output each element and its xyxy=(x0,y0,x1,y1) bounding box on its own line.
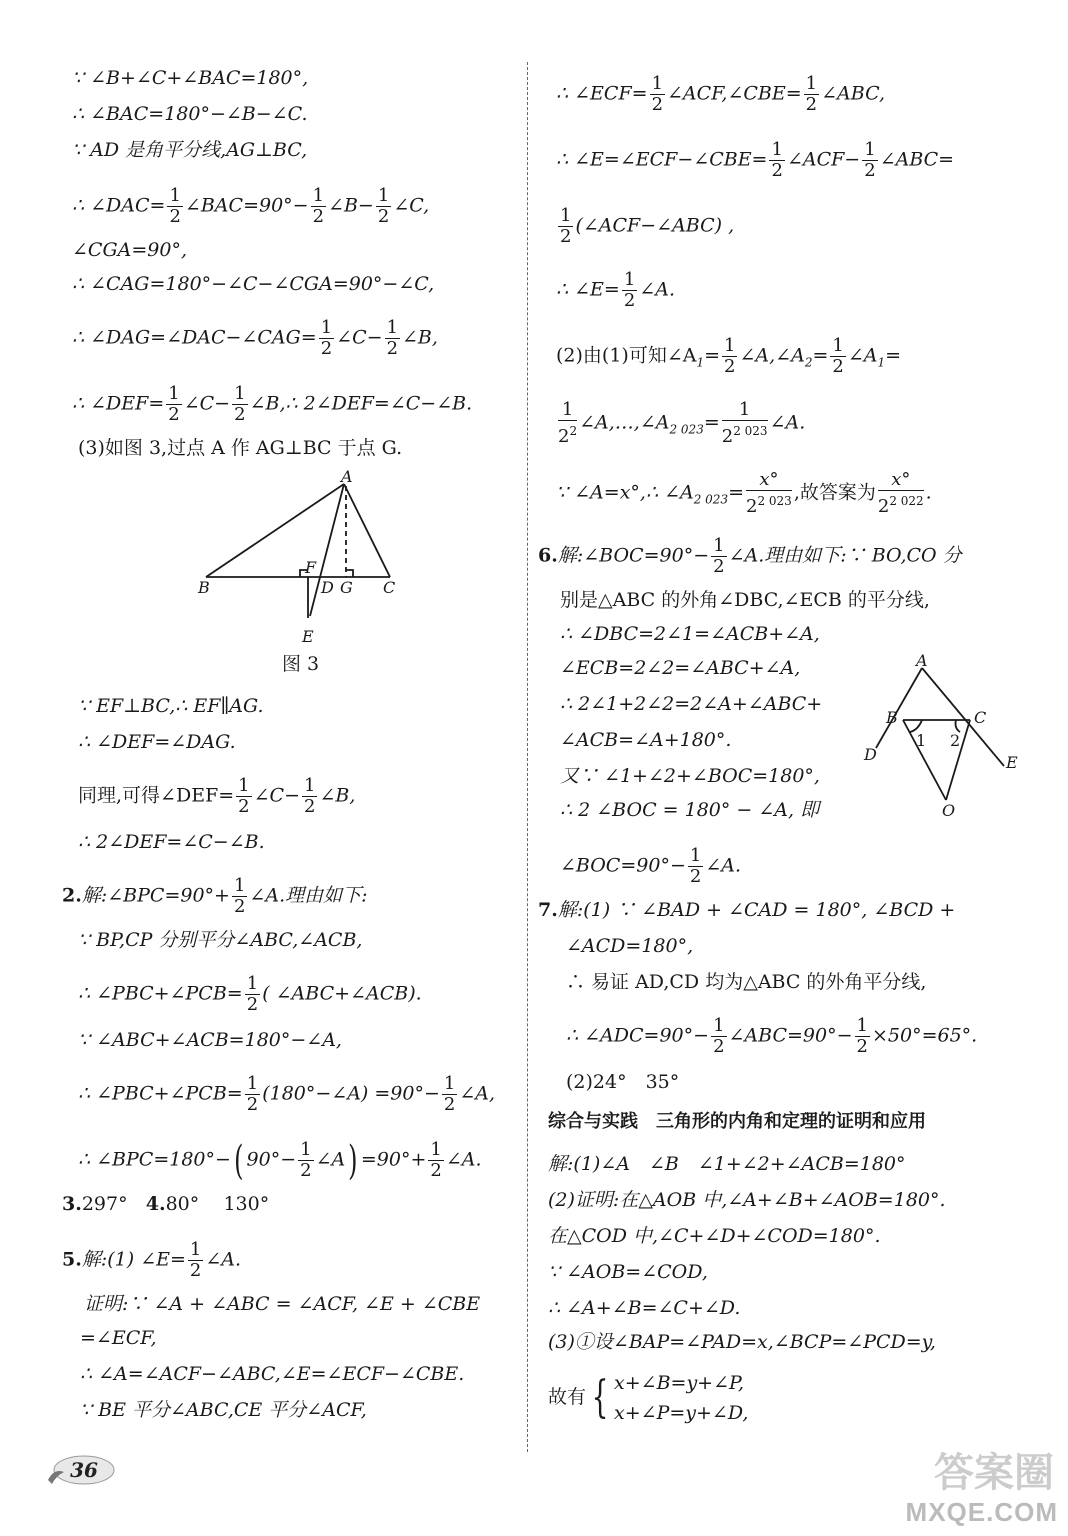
text-line: ∵ ∠B+∠C+∠BAC=180°, xyxy=(72,67,309,89)
text-line: 6.解:∠BOC=90°− $\frac{1}{2}$ ∠A.理由如下:∵ BO,CO 分 xyxy=(538,535,962,577)
fraction: $\frac{x^\circ}{2^{2 023}}$ xyxy=(746,469,792,517)
text-line: (2)由(1)可知$\angle A_1=$ $\frac{1}{2}$ $\angle A,\angle A_2=$ $\frac{1}{2}$ $\angle A_1=$ xyxy=(556,335,902,377)
fraction: $\frac{x^\circ}{2^{2 022}}$ xyxy=(877,469,924,517)
text-line: ∴ ∠CAG=180°−∠C−∠CGA=90°−∠C, xyxy=(72,273,435,295)
text-line: ∠BOC=90°− $\frac{1}{2}$ ∠A. xyxy=(560,845,742,887)
text-line: ∵ ∠AOB=∠COD, xyxy=(548,1261,708,1283)
text-line: ∠ECB=2∠2=∠ABC+∠A, xyxy=(560,657,801,679)
text-line: ∴ 2∠1+2∠2=2∠A+∠ABC+ xyxy=(560,693,823,715)
text-line: ∠ACB=∠A+180°. xyxy=(560,729,732,751)
fraction: $\frac{1}{2}$ xyxy=(234,383,246,425)
text-line: ∠CGA=90°, xyxy=(72,239,187,261)
text-line: ∴ 2 ∠BOC = 180° − ∠A, 即 xyxy=(560,799,820,821)
angle-label: 1 xyxy=(916,731,927,750)
text-line: ∴ ∠A=∠ACF−∠ABC,∠E=∠ECF−∠CBE. xyxy=(80,1363,465,1385)
point-label: E xyxy=(302,627,314,646)
text-line: ∴ 2∠DEF=∠C−∠B. xyxy=(78,831,265,853)
fraction: $\frac{1}{2}$ xyxy=(623,269,636,311)
figure-problem-6 xyxy=(856,650,1056,820)
fraction: $\frac{1}{2}$ xyxy=(238,775,250,817)
point-label: O xyxy=(942,801,956,820)
equation-system: 故有 { x+∠B=y+∠P, x+∠P=y+∠D, xyxy=(548,1372,749,1424)
text-line: ∵ EF⊥BC,∴ EF∥AG. xyxy=(78,695,264,717)
text-line: ∠ACD=180°, xyxy=(566,935,694,957)
fraction: $\frac{1}{2}$ xyxy=(805,73,818,115)
angle-label: 2 xyxy=(950,731,961,750)
text-line: ∴ ∠DAC= $\frac{1}{2}$ ∠BAC=90°− $\frac{1}{2}$ ∠B− $\frac{1}{2}$ ∠C, xyxy=(72,185,430,227)
text-line: ∴ ∠A+∠B=∠C+∠D. xyxy=(548,1297,741,1319)
fraction: $\frac{1}{2}$ xyxy=(832,335,844,377)
fraction: $\frac{1}{2}$ xyxy=(724,335,736,377)
text-line: (3)①设∠BAP=∠PAD=x,∠BCP=∠PCD=y, xyxy=(548,1331,936,1353)
fraction: $\frac{1}{2^{2 023}}$ xyxy=(721,399,768,447)
text-line: (2)证明:在△AOB 中,∠A+∠B+∠AOB=180°. xyxy=(548,1189,946,1211)
fraction: $\frac{1}{2}$ xyxy=(771,139,783,181)
text-line: 证明:∵ ∠A + ∠ABC = ∠ACF, ∠E + ∠CBE xyxy=(84,1293,481,1315)
text-line: =∠ECF, xyxy=(80,1327,157,1349)
fraction: $\frac{1}{2}$ xyxy=(560,205,572,247)
page-number: 36 xyxy=(70,1458,98,1482)
text-line: ∴ ∠ADC=90°− $\frac{1}{2}$ ∠ABC=90°− $\frac{1}{2}$ ×50°=65°. xyxy=(566,1015,978,1057)
fraction: $\frac{1}{2}$ xyxy=(233,875,246,917)
page-number-badge xyxy=(40,1450,120,1490)
fraction: $\frac{1}{2}$ xyxy=(246,1073,259,1115)
fraction: $\frac{1}{2}$ xyxy=(864,139,876,181)
point-label: B xyxy=(198,578,210,597)
text-line: ∵ ∠ABC+∠ACB=180°−∠A, xyxy=(78,1029,342,1051)
text-line: 别是△ABC 的外角∠DBC,∠ECB 的平分线, xyxy=(560,589,930,611)
text-line: ∴ 易证 AD,CD 均为△ABC 的外角平分线, xyxy=(566,971,927,993)
fraction: $\frac{1}{2}$ xyxy=(168,383,180,425)
text-line: ∴ ∠ECF= $\frac{1}{2}$ ∠ACF,∠CBE= $\frac{1}{2}$ ∠ABC, xyxy=(556,73,885,115)
text-line: 解:(1)∠A ∠B ∠1+∠2+∠ACB=180° xyxy=(548,1153,906,1175)
text-line: 3.297° 4.80° 130° xyxy=(62,1193,270,1215)
fraction: $\frac{1}{2}$ xyxy=(304,775,316,817)
fraction: $\frac{1}{2}$ xyxy=(377,185,390,227)
text-line: 又∵ ∠1+∠2+∠BOC=180°, xyxy=(560,765,820,787)
point-label: A xyxy=(341,470,353,486)
section-heading: 综合与实践 三角形的内角和定理的证明和应用 xyxy=(548,1111,926,1132)
text-line: ∴ ∠DBC=2∠1=∠ACB+∠A, xyxy=(560,623,820,645)
fraction: $\frac{1}{2}$ xyxy=(651,73,664,115)
fraction: $\frac{1}{2}$ xyxy=(713,535,725,577)
text-line: ∴ ∠E= $\frac{1}{2}$ ∠A. xyxy=(556,269,675,311)
fraction: $\frac{1}{2}$ xyxy=(246,973,259,1015)
fraction: $\frac{1}{2}$ xyxy=(386,317,399,359)
text-line: (3)如图 3,过点 A 作 AG⊥BC 于点 G. xyxy=(78,437,403,459)
fraction: $\frac{1}{2}$ xyxy=(856,1015,868,1057)
fraction: $\frac{1}{2}$ xyxy=(169,185,181,227)
text-line: 5.解:(1) ∠E= $\frac{1}{2}$ ∠A. xyxy=(62,1239,242,1281)
point-label: D xyxy=(321,578,334,597)
text-line: (2)24° 35° xyxy=(566,1071,680,1093)
text-line: ∵ ∠A=x°,∴ $\angle A_{2 023}=$ $\frac{x^\circ}{2^{2 023}}$ ,故答案为 $\frac{x^\circ}{2^{2 022}}$ . xyxy=(556,469,932,517)
fraction: $\frac{1}{2}$ xyxy=(689,845,702,887)
point-label: B xyxy=(886,708,898,727)
point-label: C xyxy=(383,578,396,597)
point-label: G xyxy=(340,578,353,597)
text-line: ∵ BE 平分∠ABC,CE 平分∠ACF, xyxy=(80,1399,367,1421)
text-line: $\frac{1}{2}$ (∠ACF−∠ABC) , xyxy=(560,205,735,247)
figure-3 xyxy=(190,470,420,650)
watermark-url: MXQE.COM xyxy=(905,1497,1058,1527)
fraction: $\frac{1}{2}$ xyxy=(430,1139,442,1181)
text-line: ∵ AD 是角平分线,AG⊥BC, xyxy=(72,139,308,161)
point-label: F xyxy=(305,558,317,577)
fraction: $\frac{1}{2}$ xyxy=(320,317,333,359)
text-line: ∴ ∠DEF=∠DAG. xyxy=(78,731,236,753)
point-label: D xyxy=(864,745,877,764)
text-line: ∴ ∠PBC+∠PCB= $\frac{1}{2}$ (180°−∠A) =90°− $\frac{1}{2}$ ∠A, xyxy=(78,1073,496,1115)
fraction: $\frac{1}{2}$ xyxy=(443,1073,456,1115)
text-line: 2.解:∠BPC=90°+ $\frac{1}{2}$ ∠A.理由如下: xyxy=(62,875,368,917)
figure-caption: 图 3 xyxy=(282,653,320,675)
point-label: C xyxy=(974,708,987,727)
text-line: ∴ ∠BPC=180°−( 90°− $\frac{1}{2}$ ∠A) =90°+ $\frac{1}{2}$ ∠A. xyxy=(78,1137,482,1184)
fraction: $\frac{1}{2}$ xyxy=(300,1139,312,1181)
text-line: ∴ ∠PBC+∠PCB= $\frac{1}{2}$ ( ∠ABC+∠ACB). xyxy=(78,973,422,1015)
fraction: $\frac{1}{2}$ xyxy=(713,1015,725,1057)
text-line: ∵ BP,CP 分别平分∠ABC,∠ACB, xyxy=(78,929,363,951)
text-line: ∴ ∠BAC=180°−∠B−∠C. xyxy=(72,103,308,125)
text-line: ∴ ∠E=∠ECF−∠CBE= $\frac{1}{2}$ ∠ACF− $\frac{1}{2}$ ∠ABC= xyxy=(556,139,955,181)
text-line: 7.解:(1) ∵ ∠BAD + ∠CAD = 180°, ∠BCD + xyxy=(538,899,956,921)
fraction: $\frac{1}{2^2}$ xyxy=(558,399,578,447)
text-line: $\frac{1}{2^2}$ $\angle A,\dots,\angle A_{2 023}=$ $\frac{1}{2^{2 023}}$ ∠A. xyxy=(558,399,806,447)
fraction: $\frac{1}{2}$ xyxy=(312,185,325,227)
column-divider xyxy=(527,62,528,1452)
point-label: A xyxy=(916,651,928,670)
point-label: E xyxy=(1006,753,1018,772)
fraction: $\frac{1}{2}$ xyxy=(189,1239,202,1281)
text-line: ∴ ∠DEF= $\frac{1}{2}$ ∠C− $\frac{1}{2}$ ∠B,∴ 2∠DEF=∠C−∠B. xyxy=(72,383,473,425)
text-line: ∴ ∠DAG=∠DAC−∠CAG= $\frac{1}{2}$ ∠C− $\frac{1}{2}$ ∠B, xyxy=(72,317,438,359)
text-line: 在△COD 中,∠C+∠D+∠COD=180°. xyxy=(548,1225,881,1247)
watermark-title: 答案圈 xyxy=(934,1451,1054,1495)
text-line: 同理,可得∠DEF= $\frac{1}{2}$ ∠C− $\frac{1}{2}$ ∠B, xyxy=(78,775,356,817)
